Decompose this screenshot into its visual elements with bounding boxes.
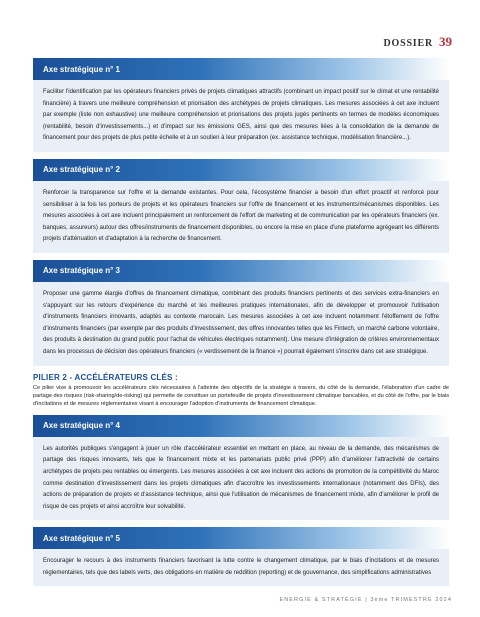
main-content [33, 58, 449, 593]
axis-title-3: Axe stratégique n° 3 [33, 260, 449, 282]
axis-text-2: Renforcer la transparence sur l'offre et la demande existantes. Pour cela, l'écosystème financier a besoin d'un effort proactif et renforcé pour sensibiliser à la fois les porteurs de projets et les opérateurs financiers sur l'offre de financement et les instruments/mécanismes disponibles. Les mesures associées à cet axe incluent principalement un renforcement de l'effort de marketing et de communication par les opérateurs financiers (ex. banques, assureurs) autour des offres/instruments de financement disponibles, ou encore la mise en place d'une plateforme agrégeant les différents projets d'atténuation et d'adaptation à la recherche de financement. [33, 181, 449, 253]
axis-text-5: Encourager le recours à des instruments financiers favorisant la lutte contre le changement climatique, par le biais d'incitations et de mesures réglementaires, tels que des labels verts, des obligations en matière de reddition (reporting) et de gouvernance, des simplifications administratives [33, 549, 449, 586]
axis-title-4: Axe stratégique n° 4 [33, 415, 449, 437]
page-footer: ENERGIE & STRATÉGIE | 3ème TRIMESTRE 2024 [279, 597, 452, 603]
page-number: 39 [439, 34, 452, 49]
axis-block-5 [33, 527, 449, 586]
axis-title-1: Axe stratégique n° 1 [33, 58, 449, 80]
pillar-title: PILIER 2 - ACCÉLÉRATEURS CLÉS : [33, 372, 178, 382]
page-header [383, 34, 452, 50]
axis-text-3: Proposer une gamme élargie d'offres de financement climatique, combinant des produits financiers pertinents et des services extra-financiers en s'appuyant sur les retours d'expérience du marché et les meilleures pratiques internationales, afin de développer et promouvoir l'utilisation d'instruments financiers innovants, adaptés au contexte marocain. Les mesures associées à cet axe incluent notamment l'étoffement de l'offre d'instruments financiers (par exemple par des produits d'investissement, des offres innovantes telles que les Fintech, un marché carbone volontaire, des produits à destination du grand public pour l'achat de véhicules électriques notamment). Une mesure d'intégration de critères environnementaux dans les processus de décision des opérateurs financiers (« verdissement de la finance ») pourrait également s'inscrire dans cet axe stratégique. [33, 282, 449, 366]
axis-title-5: Axe stratégique n° 5 [33, 527, 449, 549]
axis-text-4: Les autorités publiques s'engagent à jouer un rôle d'accélérateur essentiel en mettant en place, au niveau de la demande, des mécanismes de partage des risques innovants, tels que le financement mixte et les partenariats public privé (PPP) afin d'améliorer l'attractivité de certains archétypes de projets peu rentables ou émergents. Les mesures associées à cet axe incluent des actions de promotion de la compétitivité du Maroc comme destination d'investissement dans les projets climatiques afin d'accroître les investissements internationaux (notamment des DFIs), des actions de préparation de projets et d'assistance technique, ainsi que l'utilisation de mécanismes de financement mixte, afin d'améliorer le profil de risque de ces projets et ainsi accroître leur solvabilité. [33, 437, 449, 521]
axis-block-1 [33, 58, 449, 152]
pillar-text: Ce pilier vise à promouvoir les accélérateurs clés nécessaires à l'atteinte des objectifs de la stratégie à travers, du côté de la demande, l'élaboration d'un cadre de partage des risques (risk-sharing/de-risking) qui permette de constituer un portefeuille de projets d'investissement climatique bancables, et du côté de l'offre, par le biais d'incitations et de mesures réglementaires visant à encourager l'adoption d'instruments de financement climatique. [33, 384, 449, 408]
section-label: DOSSIER [383, 38, 433, 49]
axis-block-4 [33, 415, 449, 521]
axis-block-2 [33, 159, 449, 253]
axis-block-3 [33, 260, 449, 366]
axis-title-2: Axe stratégique n° 2 [33, 159, 449, 181]
axis-text-1: Faciliter l'identification par les opérateurs financiers privés de projets climatiques attractifs (combinant un impact positif sur le climat et une rentabilité financière) à travers une meilleure compréhension et priorisation des archétypes de projets climatiques. Les mesures associées à cet axe incluent par exemple (liste non exhaustive) une meilleure compréhension et priorisations des projets jugés pertinents en termes de modèles économiques (rentabilité, besoin d'investissements...) et d'impact sur les émissions GES, ainsi que des mesures liées à la consolidation de la demande de financement pour des projets de plus petite échelle et à un soutien à leur préparation (ex. assistance technique, modélisation financière...). [33, 80, 449, 152]
